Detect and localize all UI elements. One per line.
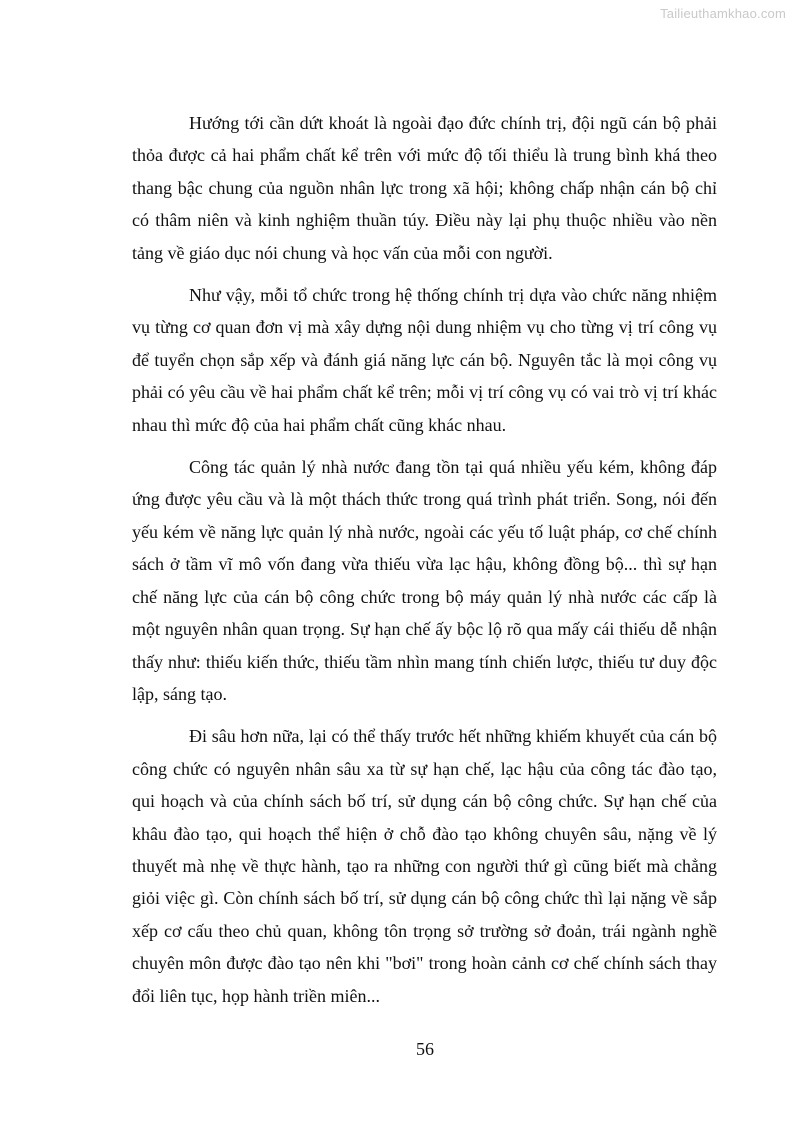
document-body <box>132 107 717 1022</box>
paragraph-3: Công tác quản lý nhà nước đang tồn tại quá nhiều yếu kém, không đáp ứng được yêu cầu và là một thách thức trong quá trình phát triển. Song, nói đến yếu kém về năng lực quản lý nhà nước, ngoài các yếu tố luật pháp, cơ chế chính sách ở tầm vĩ mô vốn đang vừa thiếu vừa lạc hậu, không đồng bộ... thì sự hạn chế năng lực của cán bộ công chức trong bộ máy quản lý nhà nước các cấp là một nguyên nhân quan trọng. Sự hạn chế ấy bộc lộ rõ qua mấy cái thiếu dễ nhận thấy như: thiếu kiến thức, thiếu tầm nhìn mang tính chiến lược, thiếu tư duy độc lập, sáng tạo. <box>132 457 717 704</box>
paragraph-1: Hướng tới cần dứt khoát là ngoài đạo đức chính trị, đội ngũ cán bộ phải thỏa được cả hai phẩm chất kể trên với mức độ tối thiểu là trung bình khá theo thang bậc chung của nguồn nhân lực trong xã hội; không chấp nhận cán bộ chỉ có thâm niên và kinh nghiệm thuần túy. Điều này lại phụ thuộc nhiều vào nền tảng về giáo dục nói chung và học vấn của mỗi con người. <box>132 113 717 263</box>
paragraph-4: Đi sâu hơn nữa, lại có thể thấy trước hết những khiếm khuyết của cán bộ công chức có nguyên nhân sâu xa từ sự hạn chế, lạc hậu của công tác đào tạo, qui hoạch và của chính sách bố trí, sử dụng cán bộ công chức. Sự hạn chế của khâu đào tạo, qui hoạch thể hiện ở chỗ đào tạo không chuyên sâu, nặng về lý thuyết mà nhẹ về thực hành, tạo ra những con người thứ gì cũng biết mà chẳng giỏi việc gì. Còn chính sách bố trí, sử dụng cán bộ công chức thì lại nặng về sắp xếp cơ cấu theo chủ quan, không tôn trọng sở trường sở đoản, trái ngành nghề chuyên môn được đào tạo nên khi "bơi" trong hoàn cảnh cơ chế chính sách thay đổi liên tục, họp hành triền miên... <box>132 726 717 1006</box>
watermark-text: Tailieuthamkhao.com <box>660 6 786 21</box>
page-number: 56 <box>416 1039 434 1059</box>
paragraph-2: Như vậy, mỗi tổ chức trong hệ thống chính trị dựa vào chức năng nhiệm vụ từng cơ quan đơn vị mà xây dựng nội dung nhiệm vụ cho từng vị trí công vụ để tuyển chọn sắp xếp và đánh giá năng lực cán bộ. Nguyên tắc là mọi công vụ phải có yêu cầu về hai phẩm chất kể trên; mỗi vị trí công vụ có vai trò vị trí khác nhau thì mức độ của hai phẩm chất cũng khác nhau. <box>132 285 717 435</box>
